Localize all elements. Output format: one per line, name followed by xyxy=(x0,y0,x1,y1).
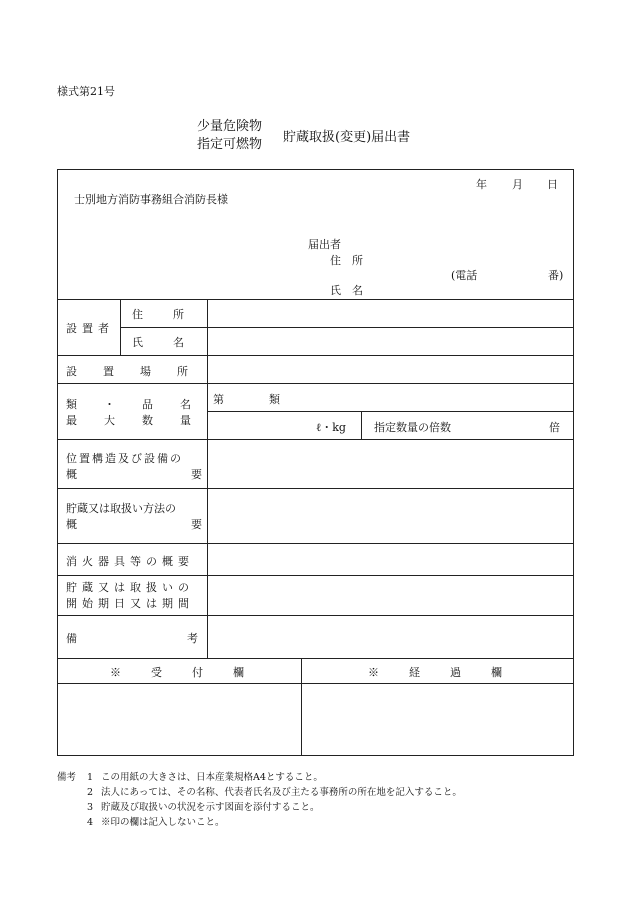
structure-label-1: 位置構造及び設備の xyxy=(66,452,183,465)
installer-label: 設置者 xyxy=(66,322,114,335)
structure-label-2: 概要 xyxy=(66,468,316,481)
date-year: 年 xyxy=(476,178,487,191)
note-text: ※印の欄は記入しないこと。 xyxy=(101,817,225,828)
rule-qty-bottom xyxy=(58,439,573,440)
rule-receipt-split xyxy=(301,658,302,755)
category-label: 類・品名 xyxy=(66,398,218,411)
notifier-name-label: 氏 名 xyxy=(330,284,363,297)
note-text: 貯蔵及び取扱いの状況を示す図面を添付すること。 xyxy=(101,802,320,813)
note-row-2 xyxy=(57,785,462,800)
method-label-2: 概要 xyxy=(66,518,316,531)
rule-remarks-bottom xyxy=(58,658,573,659)
title-main: 貯蔵取扱(変更)届出書 xyxy=(283,130,411,145)
remarks-label: 備考 xyxy=(66,632,308,645)
max-qty-label: 最大数量 xyxy=(66,414,218,427)
rule-structure-bottom xyxy=(58,488,573,489)
class-rui: 類 xyxy=(269,393,280,406)
title-line-2: 指定可燃物 xyxy=(197,137,263,152)
multiple-unit: 倍 xyxy=(549,421,560,434)
date-day: 日 xyxy=(547,178,558,191)
period-label-1: 貯蔵又は取扱いの xyxy=(66,581,194,594)
notifier-address-label: 住 所 xyxy=(330,254,363,267)
rule-qty-split xyxy=(361,411,362,439)
note-number: 4 xyxy=(87,817,94,828)
rule-installer-split xyxy=(120,299,121,355)
period-label-2: 開始期日又は期間 xyxy=(66,597,194,610)
notes xyxy=(57,770,462,830)
date-month: 月 xyxy=(512,178,523,191)
rule-installer-bottom xyxy=(58,355,573,356)
note-number: 2 xyxy=(87,787,94,798)
phone-close: 番) xyxy=(548,269,564,282)
installer-name-label: 氏名 xyxy=(132,336,214,349)
rule-method-bottom xyxy=(58,543,573,544)
installer-address-label: 住所 xyxy=(132,308,214,321)
location-label: 設置場所 xyxy=(66,365,214,378)
fire-ext-label: 消火器具等の概要 xyxy=(66,555,194,568)
notes-label: 備考 xyxy=(57,772,77,783)
rule-period-bottom xyxy=(58,615,573,616)
note-row-4 xyxy=(57,815,462,830)
reception-header: ※受付欄 xyxy=(110,666,274,679)
addressee: 士別地方消防事務組合消防長様 xyxy=(74,193,228,206)
note-text: 法人にあっては、その名称、代表者氏名及び主たる事務所の所在地を記入すること。 xyxy=(101,787,462,798)
phone-open: (電話 xyxy=(451,269,478,282)
multiple-label: 指定数量の倍数 xyxy=(374,421,451,434)
rule-location-bottom xyxy=(58,383,573,384)
form-table xyxy=(57,169,574,756)
title-line-1: 少量危険物 xyxy=(197,119,263,134)
rule-fire-bottom xyxy=(58,575,573,576)
class-dai: 第 xyxy=(213,393,224,406)
note-text: この用紙の大きさは、日本産業規格A4とすること。 xyxy=(101,772,323,783)
notifier-label: 届出者 xyxy=(308,238,341,251)
note-number: 3 xyxy=(87,802,94,813)
progress-header: ※経過欄 xyxy=(368,666,532,679)
note-row-3 xyxy=(57,800,462,815)
rule-receipt-header-bottom xyxy=(58,683,573,684)
note-row-1 xyxy=(57,770,462,785)
note-number: 1 xyxy=(87,772,94,783)
method-label-1: 貯蔵又は取扱い方法の xyxy=(66,502,176,515)
qty-unit: ℓ・kg xyxy=(316,421,346,434)
rule-qty-mid xyxy=(207,411,573,412)
rule-header-bottom xyxy=(58,299,573,300)
form-number: 様式第21号 xyxy=(57,85,115,98)
rule-installer-mid xyxy=(120,327,573,328)
title-category xyxy=(197,118,262,154)
